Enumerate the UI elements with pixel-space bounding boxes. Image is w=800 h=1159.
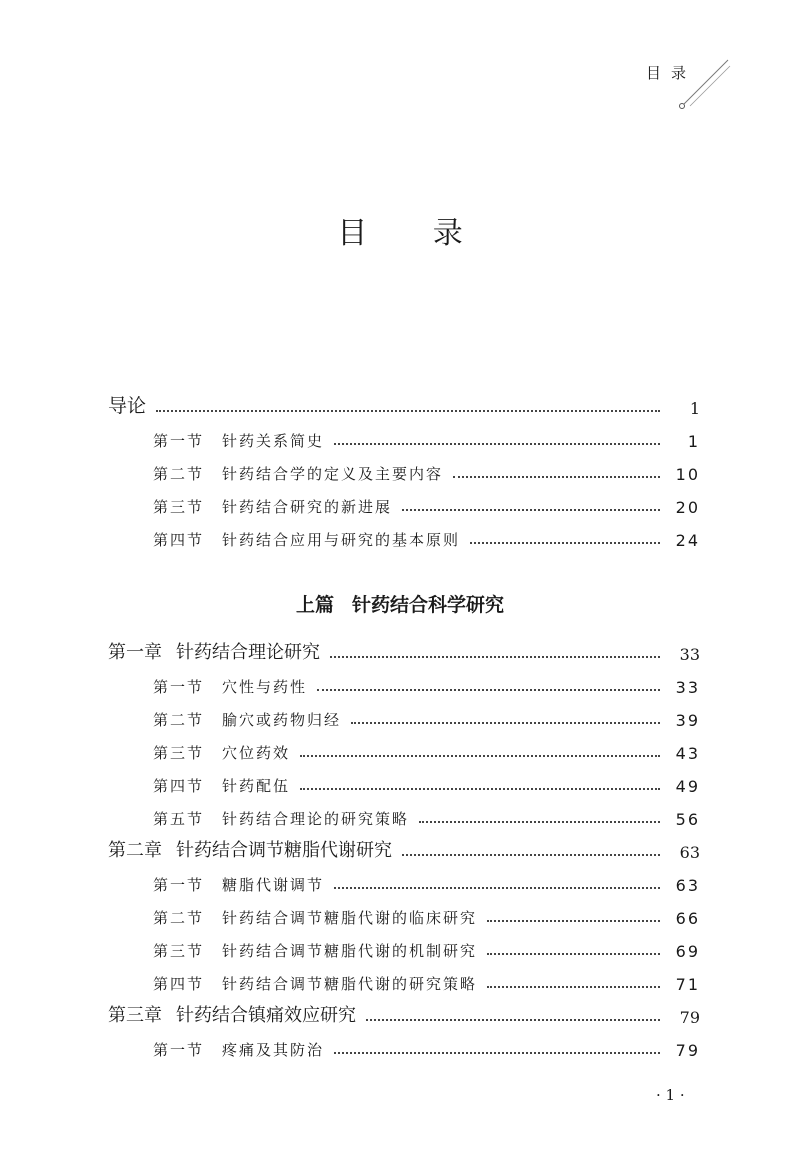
dot-leader	[300, 754, 660, 757]
section-title: 穴性与药性	[222, 678, 308, 696]
toc-page-number: 63	[679, 843, 700, 862]
section-number: 第三节	[153, 942, 205, 960]
toc-page-number: 79	[675, 1041, 700, 1060]
toc-entry-section[interactable]	[0, 669, 800, 697]
section-number: 第三节	[153, 498, 205, 516]
section-number: 第二节	[153, 465, 205, 483]
dot-leader	[334, 1051, 660, 1054]
toc-entry-section[interactable]	[0, 456, 800, 484]
section-number: 第五节	[153, 810, 205, 828]
section-number: 第四节	[153, 975, 205, 993]
section-title: 针药结合理论的研究策略	[222, 810, 410, 828]
toc-entry-section[interactable]	[0, 966, 800, 994]
toc-entry-section[interactable]	[0, 1032, 800, 1060]
part-title: 针药结合科学研究	[352, 594, 505, 616]
toc-entry-chapter[interactable]	[0, 834, 800, 862]
toc-entry-section[interactable]	[0, 801, 800, 829]
toc-page-number: 10	[675, 465, 700, 484]
toc-page-number: 66	[675, 909, 700, 928]
section-number: 第一节	[153, 678, 205, 696]
dot-leader	[300, 787, 660, 790]
page-number-footer: · 1 ·	[656, 1086, 685, 1104]
toc-entry-chapter[interactable]	[0, 636, 800, 664]
section-number: 第三节	[153, 744, 205, 762]
toc-page-number: 39	[675, 711, 700, 730]
section-title: 针药结合学的定义及主要内容	[222, 465, 444, 483]
toc-page-number: 24	[675, 531, 700, 550]
dot-leader	[317, 688, 660, 691]
section-number: 第四节	[153, 777, 205, 795]
section-title: 腧穴或药物归经	[222, 711, 342, 729]
toc-entry-section[interactable]	[0, 768, 800, 796]
needle-decoration-icon	[672, 58, 732, 110]
section-number: 第一节	[153, 876, 205, 894]
section-number: 第二节	[153, 909, 205, 927]
section-title: 穴位药效	[222, 744, 291, 762]
dot-leader	[156, 409, 660, 412]
dot-leader	[330, 655, 660, 658]
toc-entry-section[interactable]	[0, 735, 800, 763]
section-title: 针药配伍	[222, 777, 291, 795]
toc-entry-title: 导论	[108, 395, 147, 417]
toc-page-number: 20	[675, 498, 700, 517]
toc-page-number: 79	[679, 1008, 700, 1027]
dot-leader	[487, 952, 660, 955]
toc-entry-section[interactable]	[0, 933, 800, 961]
section-number: 第一节	[153, 1041, 205, 1059]
section-number: 第四节	[153, 531, 205, 549]
toc-entry-section[interactable]	[0, 489, 800, 517]
toc-entry-section[interactable]	[0, 900, 800, 928]
chapter-number: 第三章	[108, 1005, 162, 1026]
dot-leader	[366, 1018, 660, 1021]
toc-page-number: 71	[675, 975, 700, 994]
section-title: 针药结合研究的新进展	[222, 498, 393, 516]
section-title: 针药结合调节糖脂代谢的临床研究	[222, 909, 478, 927]
section-title: 针药结合调节糖脂代谢的研究策略	[222, 975, 478, 993]
dot-leader	[453, 475, 660, 478]
chapter-title: 针药结合理论研究	[176, 642, 320, 663]
running-head: 目录	[646, 64, 697, 82]
toc-page-number: 1	[689, 399, 700, 418]
toc-page-number: 33	[675, 678, 700, 697]
toc-entry-section[interactable]	[0, 522, 800, 550]
part-heading	[0, 590, 800, 617]
toc-page-number: 33	[679, 645, 700, 664]
dot-leader	[334, 442, 660, 445]
toc-entry-section[interactable]	[0, 702, 800, 730]
part-number: 上篇	[295, 594, 334, 616]
toc-page-number: 1	[687, 432, 700, 451]
dot-leader	[487, 985, 660, 988]
chapter-title: 针药结合镇痛效应研究	[176, 1005, 356, 1026]
page-title: 目 录	[337, 216, 491, 251]
chapter-number: 第一章	[108, 642, 162, 663]
toc-page-number: 43	[675, 744, 700, 763]
dot-leader	[470, 541, 660, 544]
section-title: 针药关系简史	[222, 432, 325, 450]
toc-page-number: 63	[675, 876, 700, 895]
section-title: 针药结合应用与研究的基本原则	[222, 531, 461, 549]
section-title: 疼痛及其防治	[222, 1041, 325, 1059]
dot-leader	[402, 508, 660, 511]
section-number: 第一节	[153, 432, 205, 450]
toc-entry-chapter[interactable]	[0, 999, 800, 1027]
chapter-title: 针药结合调节糖脂代谢研究	[176, 840, 392, 861]
dot-leader	[487, 919, 660, 922]
toc-page-number: 56	[675, 810, 700, 829]
toc-entry-section[interactable]	[0, 867, 800, 895]
dot-leader	[351, 721, 660, 724]
dot-leader	[419, 820, 660, 823]
toc-entry-section[interactable]	[0, 423, 800, 451]
toc-page-number: 69	[675, 942, 700, 961]
section-number: 第二节	[153, 711, 205, 729]
toc-entry-intro[interactable]	[0, 390, 800, 418]
chapter-number: 第二章	[108, 840, 162, 861]
dot-leader	[402, 853, 660, 856]
toc-page-number: 49	[675, 777, 700, 796]
dot-leader	[334, 886, 660, 889]
section-title: 针药结合调节糖脂代谢的机制研究	[222, 942, 478, 960]
section-title: 糖脂代谢调节	[222, 876, 325, 894]
